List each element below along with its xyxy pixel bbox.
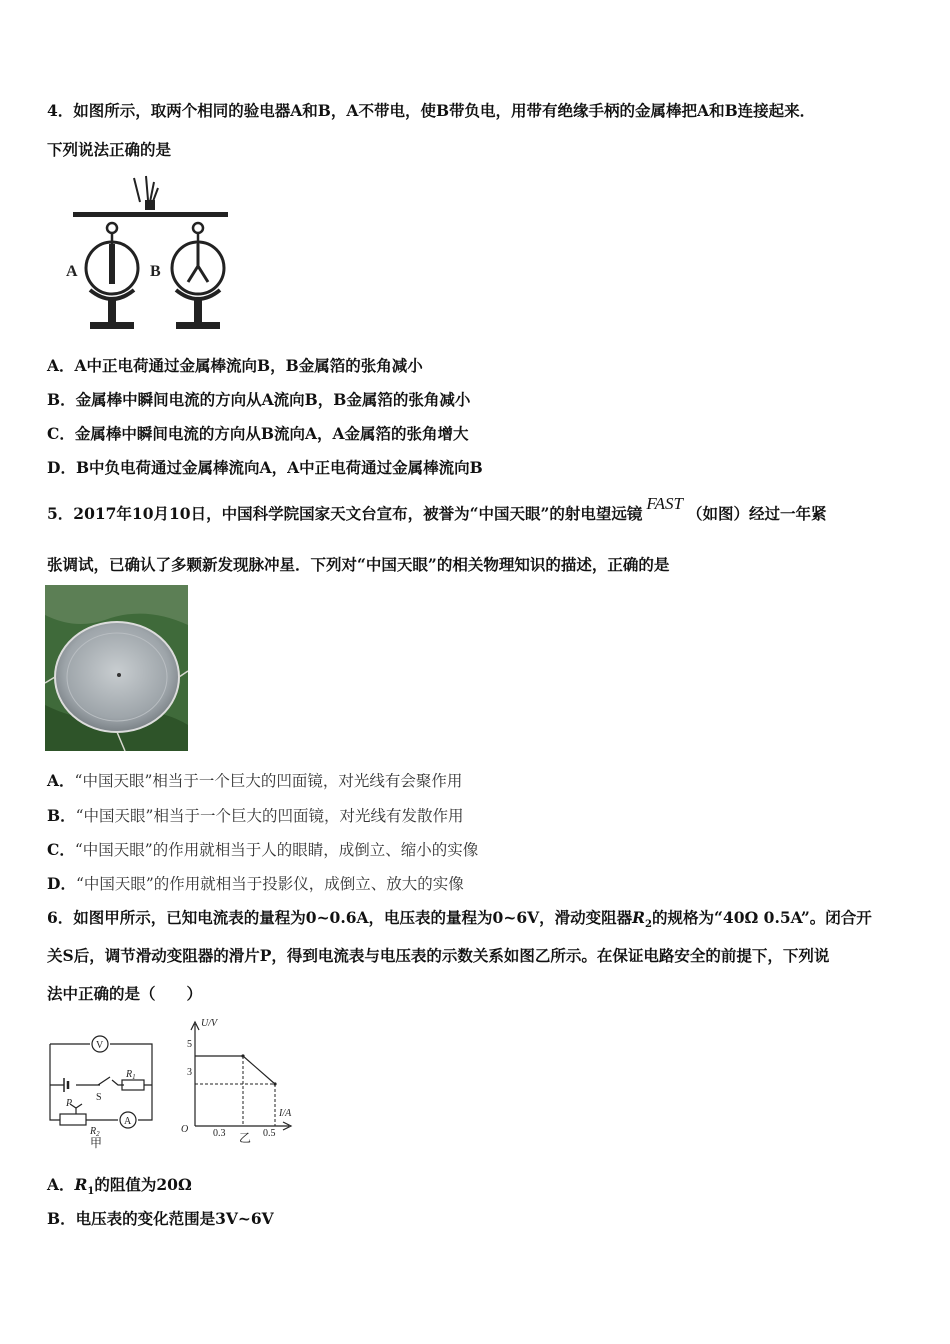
q4-option-a: A．A中正电荷通过金属棒流向B，B金属箔的张角减小 (47, 356, 423, 375)
q4-option-b: B．金属棒中瞬间电流的方向从A流向B，B金属箔的张角减小 (47, 390, 471, 409)
metal-rod (73, 212, 228, 217)
x-tick-0-3: 0.3 (213, 1128, 226, 1139)
voltmeter-label: V (96, 1040, 104, 1051)
q4-option-d: D．B中负电荷通过金属棒流向A，A中正电荷通过金属棒流向B (47, 458, 483, 477)
circuit-figure (40, 1030, 162, 1152)
q5-option-b: B．“中国天眼”相当于一个巨大的凹面镜，对光线有发散作用 (47, 806, 464, 825)
origin-label: O (181, 1124, 189, 1135)
q5-option-d: D．“中国天眼”的作用就相当于投影仪，成倒立、放大的实像 (47, 874, 464, 893)
fast-telescope-photo (45, 585, 188, 751)
graph-sloped-segment (243, 1056, 275, 1084)
q4-stem-line1: 4．如图所示，取两个相同的验电器A和B，A不带电，使B带负电，用带有绝缘手柄的金属棒把A和B连接起来． (47, 101, 816, 120)
q5-stem-line1 (47, 494, 827, 524)
r2-label: $R_2$ (90, 1126, 100, 1138)
q6-stem-line1: 6．如图甲所示，已知电流表的量程为0~0.6A，电压表的量程为0~6V，滑动变阻器$R_2$的规格为“40Ω 0.5A”。闭合开 (47, 908, 872, 931)
q5-option-c: C．“中国天眼”的作用就相当于人的眼睛，成倒立、缩小的实像 (47, 840, 479, 859)
circuit-caption: 甲 (90, 1136, 103, 1150)
graph-data-point (273, 1082, 276, 1085)
q5-stem-part2: （如图）经过一年紧 (686, 504, 827, 523)
ammeter-label: A (124, 1116, 132, 1127)
q6-stem-line2: 关S后，调节滑动变阻器的滑片P，得到电流表与电压表的示数关系如图乙所示。在保证电路安全的前提下，下列说 (47, 946, 830, 965)
x-axis-label: I/A (279, 1108, 292, 1119)
q6-option-a: A．$R_1$的阻值为20Ω (47, 1175, 192, 1198)
y-tick-3: 3 (187, 1067, 192, 1078)
x-tick-0-5: 0.5 (263, 1128, 276, 1139)
r1-label: $R_1$ (126, 1069, 136, 1081)
q4-stem-line2: 下列说法正确的是 (47, 140, 172, 159)
ui-graph (175, 1012, 300, 1148)
switch-label: S (96, 1092, 102, 1103)
q5-stem-line2: 张调试，已确认了多颗新发现脉冲星．下列对“中国天眼”的相关物理知识的描述，正确的是 (47, 555, 670, 574)
graph-data-point (241, 1054, 244, 1057)
y-tick-5: 5 (187, 1039, 192, 1050)
q6-stem-line3: 法中正确的是（ ） (47, 984, 203, 1003)
q5-stem-part1: 5．2017年10月10日，中国科学院国家天文台宣布，被誉为“中国天眼”的射电望远镜 (47, 504, 643, 523)
q4-option-c: C．金属棒中瞬间电流的方向从B流向A，A金属箔的张角增大 (47, 424, 469, 443)
y-axis-label: U/V (201, 1018, 218, 1029)
label-a: A (66, 263, 78, 280)
fast-label: FAST (646, 494, 683, 513)
graph-caption: 乙 (239, 1131, 252, 1145)
q5-option-a: A．“中国天眼”相当于一个巨大的凹面镜，对光线有会聚作用 (47, 771, 463, 790)
slider-label: P (66, 1098, 73, 1109)
q6-option-b: B．电压表的变化范围是3V~6V (47, 1209, 274, 1228)
label-b: B (150, 263, 161, 280)
electroscope-figure (62, 172, 237, 336)
